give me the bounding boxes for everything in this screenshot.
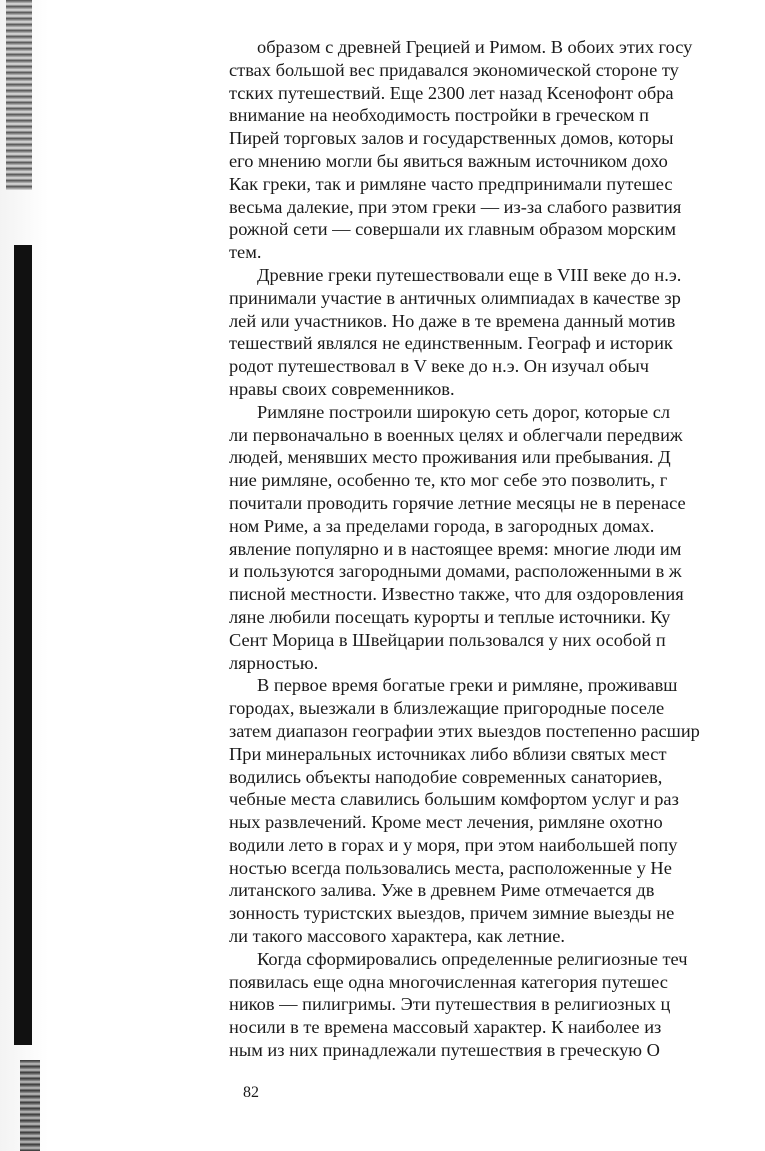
text-line: рожной сети — совершали их главным образом морским	[229, 219, 676, 240]
text-line: ляне любили посещать курорты и теплые источники. Ку	[229, 606, 671, 627]
text-line: внимание на необходимость постройки в греческом п	[229, 105, 649, 126]
text-line: тских путешествий. Еще 2300 лет назад Ксенофонт обра	[229, 82, 674, 103]
document-page	[229, 36, 765, 1096]
text-line: Когда сформировались определенные религиозные теч	[257, 948, 688, 969]
text-line: Римляне построили широкую сеть дорог, которые сл	[257, 401, 671, 422]
text-line: почитали проводить горячие летние месяцы не в перенасе	[229, 492, 686, 513]
text-line: ном Риме, а за пределами города, в загородных домах.	[229, 515, 655, 536]
text-line: ных развлечений. Кроме мест лечения, римляне охотно	[229, 812, 663, 833]
text-line: нравы своих современников.	[229, 378, 455, 399]
paragraph	[229, 264, 765, 401]
text-line: чебные места славились большим комфортом услуг и раз	[229, 789, 679, 810]
scan-edge	[0, 0, 48, 1151]
text-line: принимали участие в античных олимпиадах в качестве зр	[229, 287, 681, 308]
text-line: Пирей торговых залов и государственных домов, которы	[229, 128, 674, 149]
text-line: лей или участников. Но даже в те времена данный мотив	[229, 310, 676, 331]
text-line: тешествий являлся не единственным. Географ и историк	[229, 333, 673, 354]
text-line: При минеральных источниках либо вблизи святых мест	[229, 743, 667, 764]
text-line: затем диапазон географии этих выездов постепенно расшир	[229, 720, 700, 741]
text-line: и пользуются загородными домами, расположенными в ж	[229, 561, 682, 582]
text-line: водились объекты наподобие современных санаториев,	[229, 766, 663, 787]
text-line: образом с древней Грецией и Римом. В обоих этих госу	[257, 37, 693, 57]
text-line: явление популярно и в настоящее время: многие люди им	[229, 538, 682, 559]
spine-shadow-top	[6, 0, 32, 190]
text-line: весьма далекие, при этом греки — из-за слабого развития	[229, 196, 682, 217]
page-number: 82	[243, 1084, 259, 1101]
text-line: городах, выезжали в близлежащие пригородные поселе	[229, 698, 665, 719]
spine-shadow-bottom	[20, 1060, 40, 1151]
text-line: водили лето в горах и у моря, при этом наибольшей попу	[229, 834, 678, 855]
text-line: тем.	[229, 242, 262, 263]
text-line: писной местности. Известно также, что для оздоровления	[229, 584, 684, 605]
paragraph	[229, 36, 765, 264]
text-line: ли такого массового характера, как летние.	[229, 926, 566, 947]
text-line: ние римляне, особенно те, кто мог себе это позволить, г	[229, 470, 668, 491]
text-line: Как греки, так и римляне часто предпринимали путешес	[229, 173, 673, 194]
text-line: лярностью.	[229, 652, 319, 673]
spine-shadow	[14, 245, 32, 1045]
text-line: ствах большой вес придавался экономической стороне ту	[229, 59, 679, 80]
text-line: ным из них принадлежали путешествия в греческую О	[229, 1040, 660, 1061]
text-line: ли первоначально в военных целях и облегчали передвиж	[229, 424, 683, 445]
text-line: Сент Морица в Швейцарии пользовался у них особой п	[229, 629, 666, 650]
paragraph	[229, 401, 765, 675]
paragraph	[229, 674, 765, 948]
text-line: людей, менявших место проживания или пребывания. Д	[229, 447, 671, 468]
text-line: ников — пилигримы. Эти путешествия в религиозных ц	[229, 994, 671, 1015]
text-line: ностью всегда пользовались места, расположенные у Не	[229, 857, 672, 878]
text-line: его мнению могли бы явиться важным источником дохо	[229, 150, 668, 171]
text-line: родот путешествовал в V веке до н.э. Он изучал обыч	[229, 356, 649, 377]
text-line: носили в те времена массовый характер. К наиболее из	[229, 1017, 662, 1038]
text-line: В первое время богатые греки и римляне, проживавш	[257, 675, 678, 696]
text-line: появилась еще одна многочисленная категория путешес	[229, 971, 668, 992]
body-text	[229, 36, 765, 1062]
paragraph	[229, 948, 765, 1062]
text-line: зонность туристских выездов, причем зимние выезды не	[229, 903, 675, 924]
text-line: литанского залива. Уже в древнем Риме отмечается дв	[229, 880, 655, 901]
text-line: Древние греки путешествовали еще в VIII веке до н.э.	[257, 264, 682, 285]
